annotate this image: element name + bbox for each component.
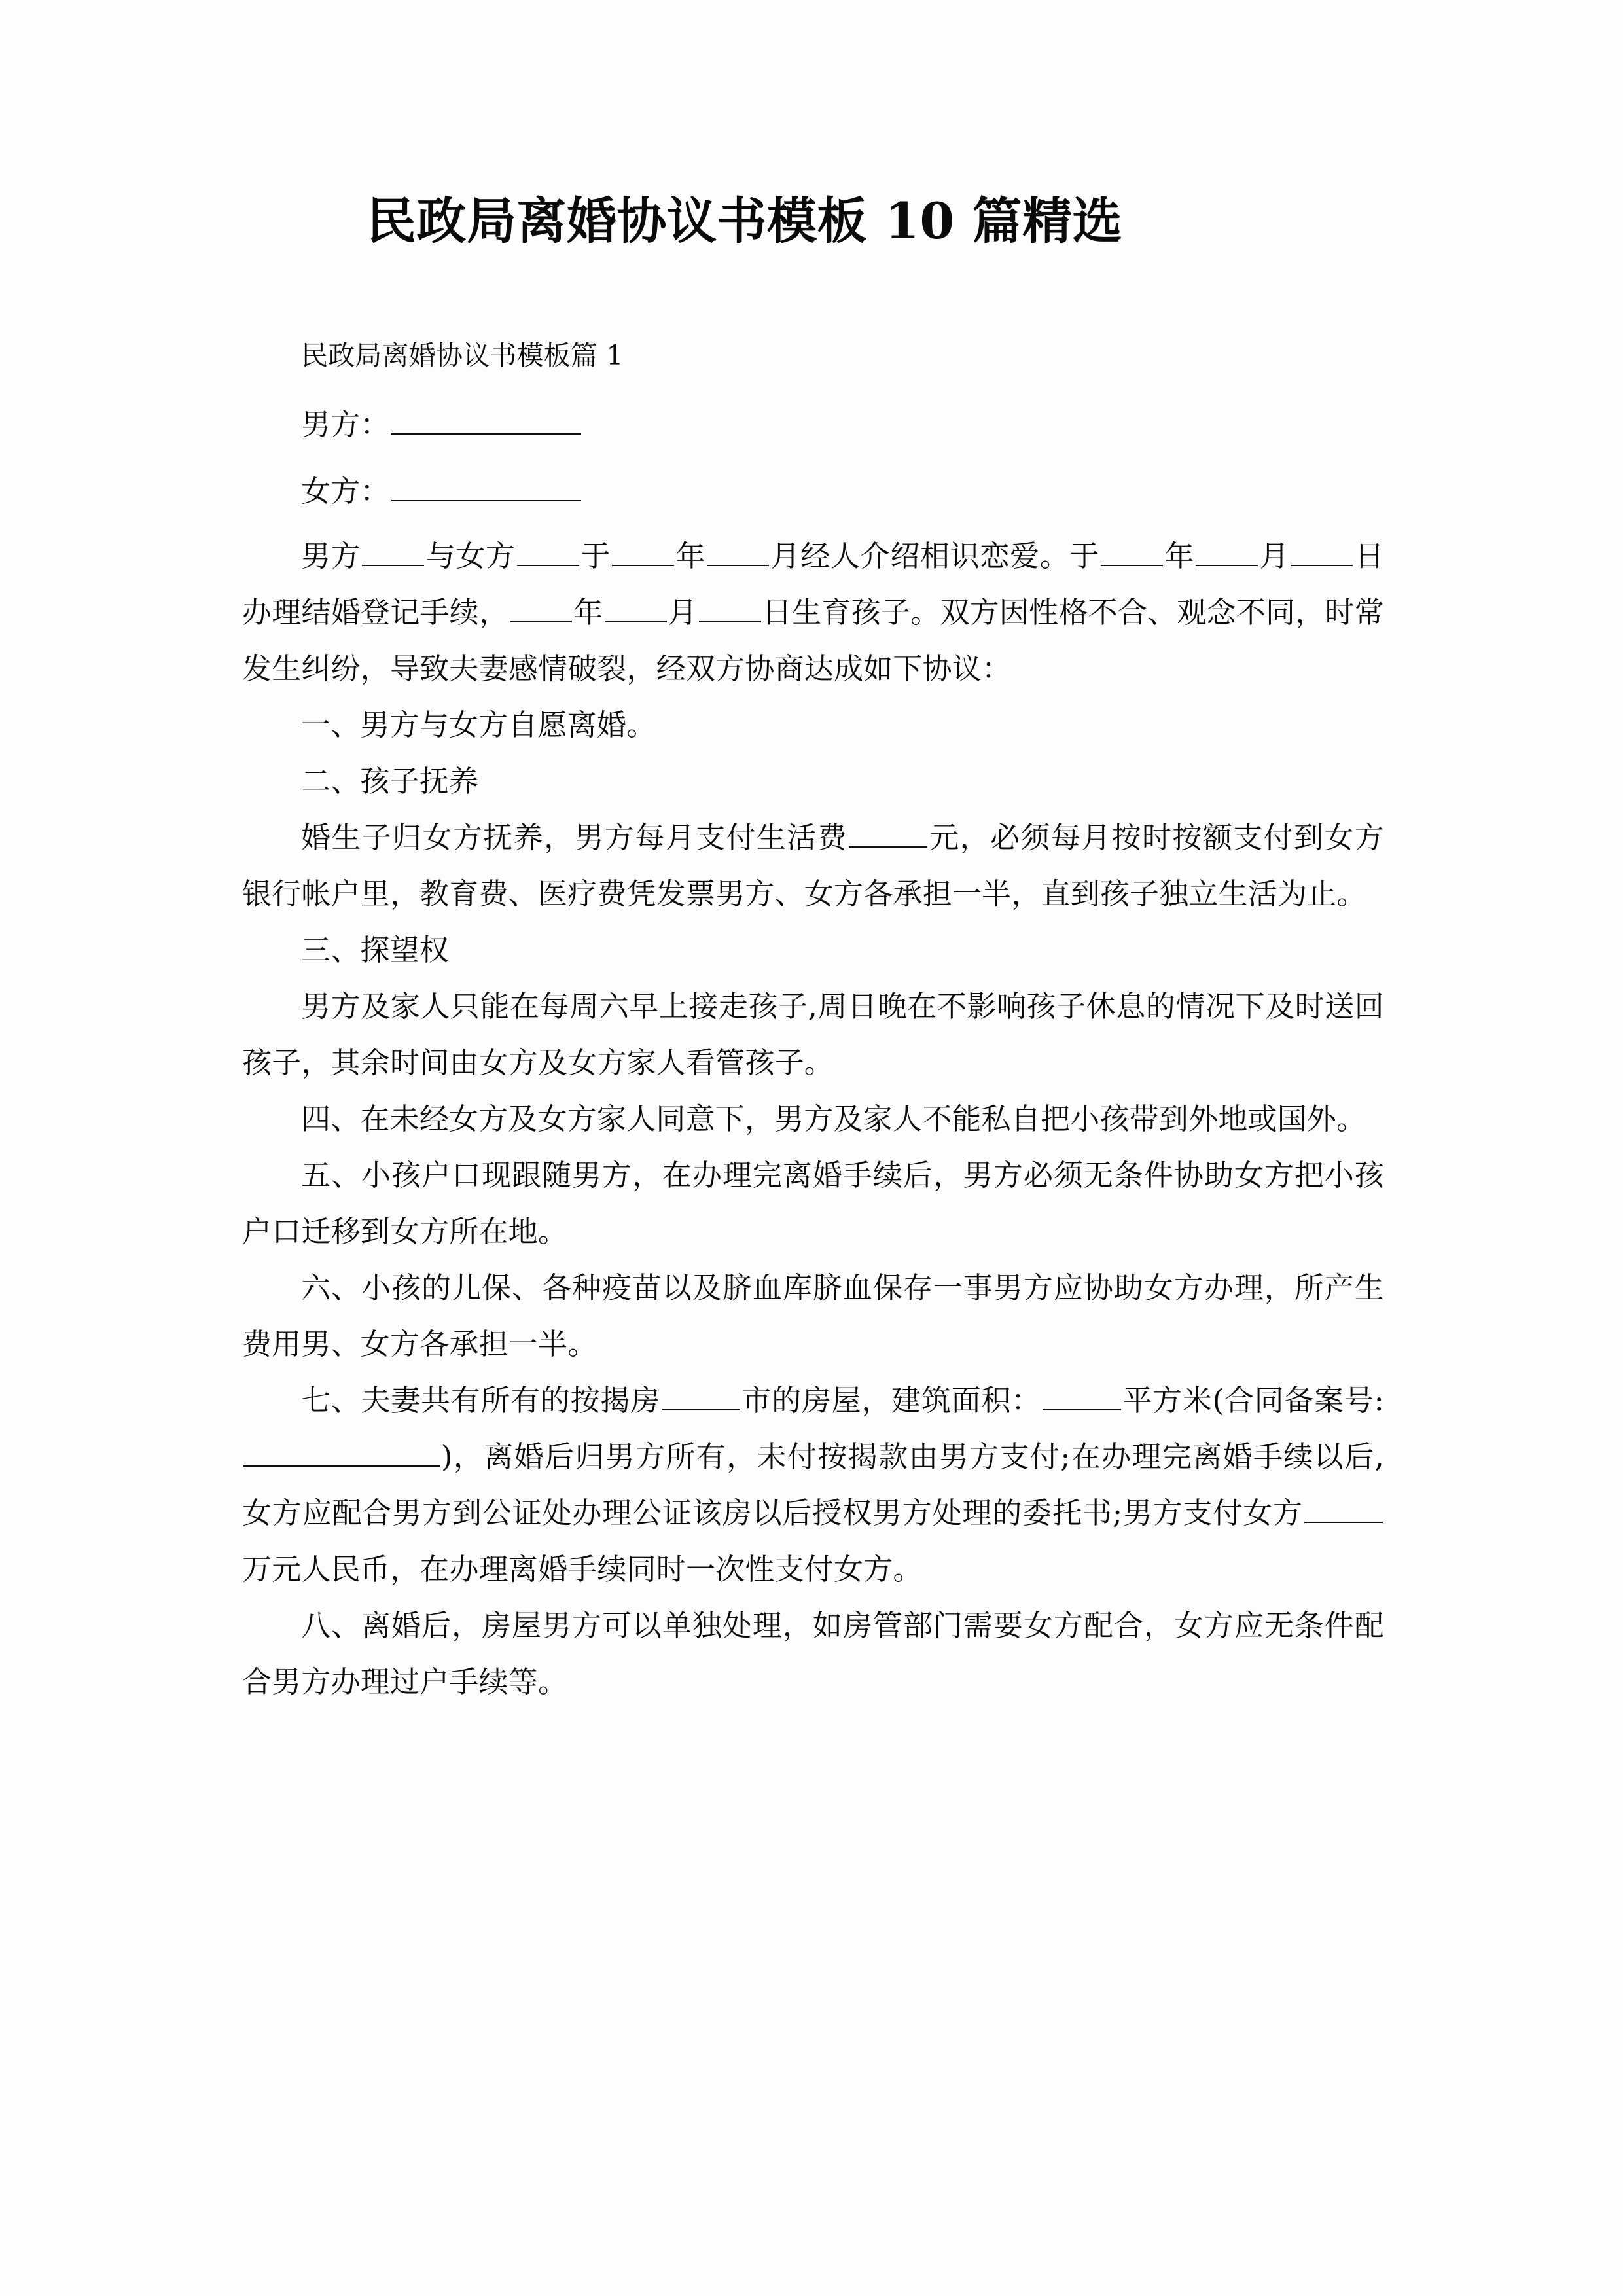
intro-blank-marry-day[interactable] (1291, 539, 1353, 566)
intro-blank-meet-month[interactable] (707, 539, 769, 566)
section-subheading: 民政局离婚协议书模板篇 1 (301, 340, 624, 371)
intro-seg-1: 男方 (301, 539, 361, 573)
clause-seven-blank-area[interactable] (1043, 1383, 1121, 1410)
clause-one-heading: 一、男方与女方自愿离婚。 (301, 708, 656, 742)
clause-seven-seg-3: 平方米(合同备案号: (1122, 1383, 1385, 1418)
intro-seg-5: 月经人介绍相识恋爱。于 (770, 539, 1100, 573)
clause-two-blank-amount[interactable] (849, 820, 927, 848)
intro-blank-birth-month[interactable] (605, 595, 667, 622)
clause-four-body: 四、在未经女方及女方家人同意下，男方及家人不能私自把小孩带到外地或国外。 (301, 1102, 1366, 1136)
document-body (242, 329, 1384, 1710)
intro-blank-female-name[interactable] (517, 539, 579, 566)
female-party-line (242, 461, 1384, 522)
male-party-label: 男方： (301, 407, 390, 442)
clause-seven-body (242, 1372, 1384, 1598)
intro-seg-6: 年 (1164, 539, 1195, 573)
intro-blank-birth-year[interactable] (510, 595, 572, 622)
clause-seven-seg-1: 七、夫妻共有所有的按揭房 (301, 1383, 660, 1418)
female-party-blank[interactable] (391, 474, 581, 501)
intro-seg-8: 日办理结婚登记手续， (242, 539, 1385, 630)
intro-blank-marry-year[interactable] (1101, 539, 1163, 566)
clause-eight-body: 八、离婚后，房屋男方可以单独处理，如房管部门需要女方配合，女方应无条件配合男方办理过户手续等。 (242, 1608, 1384, 1699)
intro-blank-birth-day[interactable] (699, 595, 761, 622)
clause-six-body: 六、小孩的儿保、各种疫苗以及脐血库脐血保存一事男方应协助女方办理，所产生费用男、女方各承担一半。 (242, 1270, 1384, 1361)
intro-blank-marry-month[interactable] (1196, 539, 1258, 566)
clause-seven-blank-payment[interactable] (1304, 1496, 1383, 1523)
clause-seven-blank-city[interactable] (662, 1383, 740, 1410)
intro-seg-10: 月 (668, 595, 698, 630)
document-content (242, 0, 1384, 1710)
clause-seven-seg-4: )，离婚后归男方所有，未付按揭款由男方支付;在办理完离婚手续以后,女方应配合男方到公证处办理公证该房以后授权男方处理的委托书;男方支付女方 (242, 1439, 1384, 1530)
clause-seven-blank-record-no[interactable] (243, 1439, 440, 1467)
clause-three-heading: 三、探望权 (301, 933, 450, 967)
intro-seg-4: 年 (675, 539, 706, 573)
clause-two-body-b: 元，必须每月按时按额支付到女方银行帐户里，教育费、医疗费凭发票男方、女方各承担一半，直到孩子独立生活为止。 (242, 820, 1384, 911)
page-title: 民政局离婚协议书模板 10 篇精选 (366, 192, 1123, 250)
intro-seg-9: 年 (573, 595, 603, 630)
clause-two-body (242, 810, 1384, 922)
intro-seg-11: 日生育孩子。双方因性格不合、观念不同，时常发生纠纷，导致夫妻感情破裂，经双方协商达成如下协议： (242, 595, 1384, 686)
male-party-blank[interactable] (391, 407, 581, 435)
male-party-line (242, 395, 1384, 455)
intro-seg-2: 与女方 (425, 539, 516, 573)
clause-seven-seg-2: 市的房屋，建筑面积： (741, 1383, 1041, 1418)
female-party-label: 女方： (301, 474, 390, 509)
intro-seg-3: 于 (580, 539, 611, 573)
clause-five-body: 五、小孩户口现跟随男方，在办理完离婚手续后，男方必须无条件协助女方把小孩户口迁移到女方所在地。 (242, 1158, 1384, 1249)
clause-seven-seg-5: 万元人民币，在办理离婚手续同时一次性支付女方。 (242, 1552, 923, 1587)
intro-blank-male-name[interactable] (362, 539, 424, 566)
clause-three-body: 男方及家人只能在每周六早上接走孩子,周日晚在不影响孩子休息的情况下及时送回孩子，其余时间由女方及女方家人看管孩子。 (242, 989, 1384, 1080)
clause-two-heading: 二、孩子抚养 (301, 764, 479, 798)
intro-seg-7: 月 (1259, 539, 1290, 573)
clause-two-body-a: 婚生子归女方抚养，男方每月支付生活费 (301, 820, 848, 855)
intro-blank-meet-year[interactable] (612, 539, 674, 566)
intro-paragraph (242, 528, 1384, 697)
